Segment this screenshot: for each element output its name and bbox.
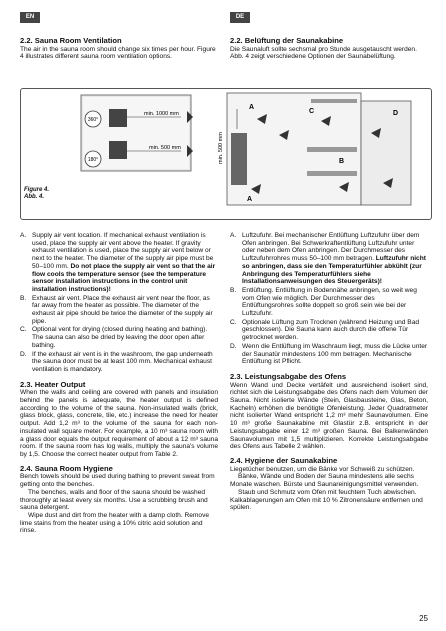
section-bench [307,147,357,152]
list-letter: A. [20,232,27,239]
figure-caption-en: Figure 4. [24,187,50,193]
list-letter: D. [230,342,237,350]
list-text: Luftzufuhr. Bei mechanischer Entlüftung Luftzufuhr über dem Ofen anbringen. Bei Schwerkraftentlüftung Luftzufuhr unter oder neben dem Ofen anbringen. Der Durchmesser des Luftzufuhrrohres muss 50–100 mm betragen. [242,232,420,263]
list-item [20,326,218,349]
label-min-500: min. 500 mm [149,145,181,151]
de-output-title: 2.3. Leistungsabgabe des Ofens [230,371,347,381]
label-min-500-vertical: min. 500 mm [218,132,224,164]
de-output-text: Wenn Wand und Decke vertäfelt und ausreichend isoliert sind, richtet sich die Leistungsabgabe des Ofens nach dem Volumen der Sauna. Nicht isolierte Wände (Stein, Glasbausteine, Glas, Beton, Kacheln) erhöhen die benötigte Ofenleistung. Jeder Quadratmeter nicht isolierter Wand entspricht 1,2 m³ mehr Saunavolumen. Eine 10 m³ große Saunakabine mit Glastür z.B. entspricht in der Leistungsabgabe einer 12 m³ großen Sauna. Bei Balkenwänden Saunavolumen mit 1,5 multiplizieren. Korrekte Leistungsabgabe des Ofens aus Tabelle 2 wählen. [230,381,428,451]
de-hygiene-p2: Bänke, Wände und Boden der Sauna mindestens alle sechs Monate waschen. Bürste und Saunareinigungsmittel verwenden. [230,473,419,489]
list-letter: B. [230,286,237,294]
en-hygiene-title: 2.4. Sauna Room Hygiene [20,463,113,473]
en-output-title: 2.3. Heater Output [20,379,86,389]
list-bold-text: Luftzufuhr nicht so anbringen, dass sie den Temperaturfühler abkühlt (zur Anbringung des Temperaturfühlers siehe Installationsanweisungen des Steuergeräts)! [242,255,426,286]
list-letter: C. [230,318,237,326]
de-hygiene-title: 2.4. Hygiene der Saunakabine [230,455,338,465]
de-ventilation-section [230,37,428,67]
de-ventilation-title: 2.2. Belüftung der Saunakabine [230,36,344,45]
de-hygiene-p1: Liegetücher benutzen, um die Bänke vor Schweiß zu schützen. [230,465,415,473]
en-hygiene-p3: Wipe dust and dirt from the heater with a damp cloth. Remove lime stains from the heater using a 10% citric acid solution and rinse. [20,511,210,535]
list-letter: C. [20,326,27,334]
de-vent-list [230,232,428,366]
label-c: C [309,108,315,115]
list-letter: B. [20,294,27,302]
list-text: Supply air vent location. If mechanical exhaust ventilation is used, place the supply air vent above the heater. If gravity exhaust ventilation is used, place the supply air vent below or next to the heater. The diameter of the supply air pipe must be 50–100 mm. [32,232,214,270]
list-item [230,287,428,318]
plan-heater-top [109,109,127,127]
figure-caption-de: Abb. 4. [24,194,45,200]
label-a-top: A [249,104,255,111]
list-item [20,295,218,326]
en-ventilation-text: The air in the sauna room should change six times per hour. Figure 4 illustrates different sauna room ventilation options. [20,45,216,61]
figure-4 [20,88,432,220]
label-d: D [393,110,399,117]
label-b: B [339,158,345,165]
label-a-bottom: A [247,196,253,203]
list-text: Wenn die Entlüftung im Waschraum liegt, muss die Lücke unter der Saunatür mindestens 100 mm betragen. Mechanische Entlüftung ist Pflicht. [242,342,428,366]
list-text: Optional vent for drying (closed during heating and bathing). The sauna can also be dried by leaving the door open after bathing. [32,326,208,349]
list-text: If the exhaust air vent is in the washroom, the gap underneath the sauna door must be at least 100 mm. Mechanical exhaust ventilation is mandatory. [32,350,213,373]
list-item [20,351,218,374]
de-ventilation-text: Die Saunaluft sollte sechsmal pro Stunde ausgetauscht werden. Abb. 4 zeigt verschiedene Optionen der Saunabelüftung. [230,45,417,61]
label-360: 360° [87,117,99,123]
en-ventilation-section [20,37,218,67]
list-text: Optionale Lüftung zum Trocknen (während Heizung und Bad geschlossen). Die Sauna kann auch durch die offene Tür getrocknet werden. [242,318,420,342]
label-180: 180° [87,157,99,163]
list-item [230,319,428,342]
lang-badge-en: EN [20,12,40,23]
ventilation-diagram [21,89,431,219]
section-heater [231,133,247,185]
en-vent-list [20,232,218,374]
list-item [20,232,218,294]
en-ventilation-title: 2.2. Sauna Room Ventilation [20,36,122,45]
de-column [230,232,428,518]
en-hygiene-p1: Bench towels should be used during bathing to prevent sweat from getting onto the benches. [20,473,215,489]
list-text: Entlüftung. Entlüftung in Bodennähe anbringen, so weit weg vom Ofen wie möglich. Der Durchmesser des Entlüftungsrohres sollte doppelt so groß sein wie bei der Luftzufuhr. [242,286,417,318]
list-item [230,343,428,366]
list-item [230,232,428,286]
plan-heater-bottom [109,141,127,159]
de-hygiene-p3: Staub und Schmutz vom Ofen mit feuchtem Tuch abwischen. Kalkablagerungen am Ofen mit 10 % Zitronensäure entfernen und spülen. [230,488,423,512]
list-text: Exhaust air vent. Place the exhaust air vent near the floor, as far away from the heater as possible. The diameter of the exhaust air pipe should be twice the diameter of the supply air pipe. [32,294,213,325]
en-column [20,232,218,541]
section-washroom [361,101,411,205]
list-letter: D. [20,350,27,358]
list-letter: A. [230,232,237,239]
label-min-1000: min. 1000 mm [144,111,179,117]
page-number: 25 [419,614,428,623]
en-output-text: When the walls and ceiling are covered with panels and insulation behind the panels is adequate, the heater output is defined according to the volume of the sauna. Non-insulated walls (brick, glass block, glass, concrete, tile, etc.) increase the need for heater output. Add 1,2 m³ to the volume of the sauna for each non-insulated wall square meter. For example, a 10 m³ sauna room with a glass door equals the output requirement of about a 12 m³ sauna room. If the sauna room has log walls, multiply the sauna's volume by 1,5. Choose the correct heater output from Table 2. [20,389,218,458]
list-bold-text: Do not place the supply air vent so that the air flow cools the temperature sensor (see the temperature sensor installation instructions in the control unit installation instructions)! [32,262,216,293]
lang-badge-de: DE [230,12,250,23]
en-hygiene-p2: The benches, walls and floor of the sauna should be washed thoroughly at least every six months. Use a scrubbing brush and sauna detergent. [20,488,208,512]
figure-caption [24,187,49,201]
